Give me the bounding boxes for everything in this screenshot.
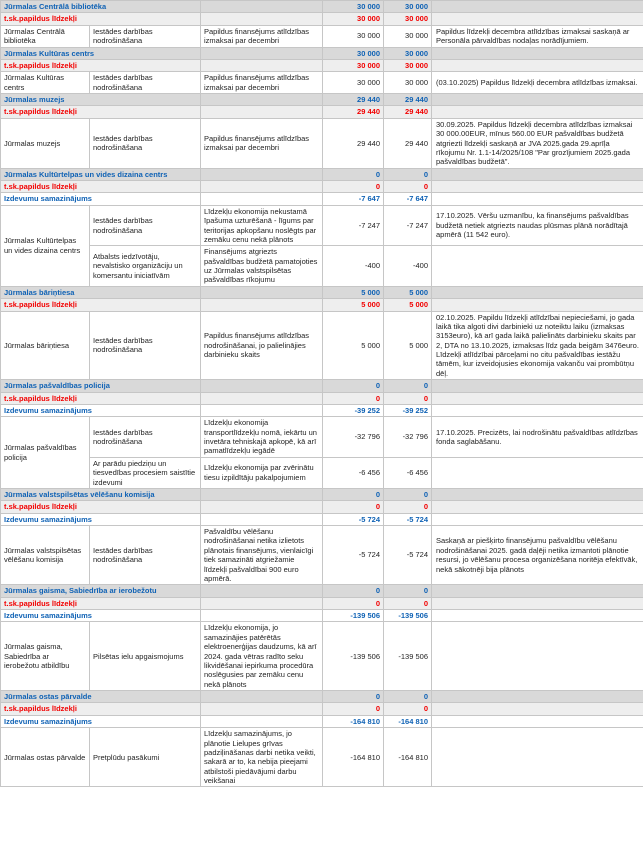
detail-row: [1, 25, 643, 47]
reduction-label-cell: Izdevumu samazinājums: [1, 193, 201, 205]
amount-col2-cell: 0: [384, 380, 432, 392]
empty-cell: [201, 94, 323, 106]
amount-col2-cell: -139 506: [384, 622, 432, 691]
program-cell: Pilsētas ielu apgaismojums: [90, 622, 201, 691]
amount-col1-cell: 0: [323, 181, 384, 193]
program-cell: Iestādes darbības nodrošināšana: [90, 311, 201, 380]
program-cell: Iestādes darbības nodrošināšana: [90, 25, 201, 47]
amount-col2-cell: -139 506: [384, 610, 432, 622]
empty-note-cell: [432, 106, 643, 118]
amount-col2-cell: 0: [384, 181, 432, 193]
program-cell: Iestādes darbības nodrošināšana: [90, 72, 201, 94]
empty-note-cell: [432, 193, 643, 205]
section-label-cell: Jūrmalas Kultūrtelpas un vides dizaina centrs: [1, 168, 201, 180]
tsk-label-cell: t.sk.papildus līdzekļi: [1, 59, 201, 71]
program-cell: Iestādes darbības nodrošināšana: [90, 205, 201, 246]
tsk-row: [1, 59, 643, 71]
section-label-cell: Jūrmalas pašvaldības policija: [1, 380, 201, 392]
amount-col1-cell: -7 247: [323, 205, 384, 246]
amount-col1-cell: -139 506: [323, 622, 384, 691]
amount-col1-cell: 0: [323, 501, 384, 513]
detail-row: [1, 526, 643, 585]
amount-col1-cell: 29 440: [323, 94, 384, 106]
amount-col2-cell: 0: [384, 168, 432, 180]
tsk-row: [1, 501, 643, 513]
reduction-row: [1, 610, 643, 622]
empty-cell: [201, 193, 323, 205]
amount-col1-cell: -6 456: [323, 457, 384, 488]
section-row: [1, 94, 643, 106]
empty-cell: [201, 13, 323, 25]
program-cell: Pretplūdu pasākumi: [90, 728, 201, 787]
empty-note-cell: [432, 597, 643, 609]
tsk-label-cell: t.sk.papildus līdzekļi: [1, 181, 201, 193]
section-row: [1, 168, 643, 180]
amount-col2-cell: 0: [384, 585, 432, 597]
amount-col2-cell: 30 000: [384, 47, 432, 59]
institution-cell: Jūrmalas bāriņtiesa: [1, 311, 90, 380]
section-row: [1, 47, 643, 59]
amount-col1-cell: 0: [323, 168, 384, 180]
amount-col2-cell: -5 724: [384, 513, 432, 525]
amount-col2-cell: 30 000: [384, 1, 432, 13]
amount-col1-cell: -7 647: [323, 193, 384, 205]
amount-col2-cell: -32 796: [384, 417, 432, 458]
empty-note-cell: [432, 715, 643, 727]
empty-cell: [201, 392, 323, 404]
institution-cell: Jūrmalas Centrālā bibliotēka: [1, 25, 90, 47]
tsk-label-cell: t.sk.papildus līdzekļi: [1, 501, 201, 513]
detail-row: [1, 205, 643, 246]
note-cell: [432, 728, 643, 787]
amount-col2-cell: 5 000: [384, 311, 432, 380]
description-cell: Papildus finansējums atlīdzības izmaksai par decembri: [201, 25, 323, 47]
amount-col2-cell: 0: [384, 501, 432, 513]
amount-col1-cell: 29 440: [323, 106, 384, 118]
detail-row: [1, 311, 643, 380]
empty-cell: [201, 106, 323, 118]
amount-col1-cell: 30 000: [323, 25, 384, 47]
tsk-row: [1, 703, 643, 715]
empty-cell: [201, 168, 323, 180]
detail-cont-row: [1, 246, 643, 287]
note-cell: 17.10.2025. Vēršu uzmanību, ka finansējums pašvaldības budžetā netiek atgriezts naudas plūsmas plānā norādītajā apmērā (11 542 euro).: [432, 205, 643, 246]
reduction-row: [1, 715, 643, 727]
section-label-cell: Jūrmalas muzejs: [1, 94, 201, 106]
tsk-label-cell: t.sk.papildus līdzekļi: [1, 703, 201, 715]
program-cell: Iestādes darbības nodrošināšana: [90, 118, 201, 168]
amount-col1-cell: 29 440: [323, 118, 384, 168]
amount-col2-cell: -39 252: [384, 404, 432, 416]
amount-col2-cell: 30 000: [384, 13, 432, 25]
amount-col1-cell: 0: [323, 392, 384, 404]
note-cell: (03.10.2025) Papildus līdzekļi decembra atlīdzības izmaksai.: [432, 72, 643, 94]
section-row: [1, 1, 643, 13]
amount-col2-cell: 29 440: [384, 94, 432, 106]
note-cell: [432, 246, 643, 287]
amount-col2-cell: 0: [384, 597, 432, 609]
empty-note-cell: [432, 168, 643, 180]
empty-cell: [201, 181, 323, 193]
amount-col1-cell: 30 000: [323, 1, 384, 13]
amount-col2-cell: 5 000: [384, 286, 432, 298]
tsk-row: [1, 181, 643, 193]
amount-col1-cell: 5 000: [323, 286, 384, 298]
amount-col1-cell: 0: [323, 380, 384, 392]
amount-col2-cell: -164 810: [384, 715, 432, 727]
empty-cell: [201, 1, 323, 13]
amount-col1-cell: -39 252: [323, 404, 384, 416]
description-cell: Līdzekļu ekonomija par zvērinātu tiesu izpildītāju pakalpojumiem: [201, 457, 323, 488]
empty-note-cell: [432, 610, 643, 622]
tsk-label-cell: t.sk.papildus līdzekļi: [1, 597, 201, 609]
amount-col1-cell: -400: [323, 246, 384, 287]
section-row: [1, 380, 643, 392]
empty-cell: [201, 488, 323, 500]
note-cell: Saskaņā ar piešķirto finansējumu pašvaldību vēlēšanu nodrošināšanai 2025. gadā daļēji netika izmantoti plānotie resursi, jo vēlēšanu procesa organizēšana noritēja efektīvāk, nekā sākotnēji bija plānots: [432, 526, 643, 585]
amount-col2-cell: -400: [384, 246, 432, 287]
note-cell: [432, 457, 643, 488]
section-label-cell: Jūrmalas bāriņtiesa: [1, 286, 201, 298]
empty-note-cell: [432, 299, 643, 311]
empty-note-cell: [432, 13, 643, 25]
reduction-label-cell: Izdevumu samazinājums: [1, 513, 201, 525]
section-label-cell: Jūrmalas ostas pārvalde: [1, 691, 201, 703]
detail-row: [1, 728, 643, 787]
description-cell: Līdzekļu ekonomija nekustamā īpašuma uzturēšanā - līgums par teritorijas apkopšanu noslēgts par zemāku cenu nekā plānots: [201, 205, 323, 246]
empty-cell: [201, 380, 323, 392]
section-row: [1, 488, 643, 500]
description-cell: Finansējums atgriezts pašvaldības budžetā pamatojoties uz Jūrmalas valstspilsētas pašvaldības rīkojumu: [201, 246, 323, 287]
empty-note-cell: [432, 488, 643, 500]
amount-col2-cell: -6 456: [384, 457, 432, 488]
note-cell: 02.10.2025. Papildu līdzekļi atlīdzībai nepieciešami, jo gada laikā tika algoti divi darbinieki uz noteiktu laiku (izmaksas 3153euro), kā arī gada laikā palielināts darbinieku skaits par 2, DTA no 13.10.2025, izmaksas līdz gada beigām 3476euro. Līdzekļi atlīdzībai pārceļami no citu pašvaldības iestāžu tāmēm, kur izveidojusies ekonomija vakanču vai prombūtņu dēļ.: [432, 311, 643, 380]
institution-cell: Jūrmalas gaisma, Sabiedrība ar ierobežotu atbildību: [1, 622, 90, 691]
institution-cell: Jūrmalas Kultūras centrs: [1, 72, 90, 94]
empty-note-cell: [432, 392, 643, 404]
program-cell: Iestādes darbības nodrošināšana: [90, 526, 201, 585]
amount-col1-cell: -5 724: [323, 513, 384, 525]
amount-col1-cell: -5 724: [323, 526, 384, 585]
reduction-row: [1, 513, 643, 525]
amount-col2-cell: 29 440: [384, 118, 432, 168]
empty-cell: [201, 691, 323, 703]
amount-col1-cell: 30 000: [323, 47, 384, 59]
empty-cell: [201, 597, 323, 609]
empty-note-cell: [432, 404, 643, 416]
reduction-row: [1, 193, 643, 205]
empty-cell: [201, 513, 323, 525]
program-cell: Iestādes darbības nodrošināšana: [90, 417, 201, 458]
empty-cell: [201, 703, 323, 715]
section-label-cell: Jūrmalas valstspilsētas vēlēšanu komisija: [1, 488, 201, 500]
reduction-row: [1, 404, 643, 416]
note-cell: 30.09.2025. Papildus līdzekļi decembra atlīdzības izmaksai 30 000.00EUR, mīnus 560.00 EUR pašvaldības budžetā atgriezti līdzekļi saskaņā ar JVA 2025.gada 29.aprīļa rīkojumu Nr. 1.1-14/2025/108 "Par grozījumiem 2025.gada pašvaldības budžetā".: [432, 118, 643, 168]
amount-col1-cell: 30 000: [323, 59, 384, 71]
empty-cell: [201, 299, 323, 311]
amount-col2-cell: -7 247: [384, 205, 432, 246]
amount-col1-cell: -164 810: [323, 728, 384, 787]
empty-note-cell: [432, 286, 643, 298]
note-cell: 17.10.2025. Precizēts, lai nodrošinātu pašvaldības atlīdzības fonda saglabāšanu.: [432, 417, 643, 458]
amount-col1-cell: 5 000: [323, 299, 384, 311]
detail-cont-row: [1, 457, 643, 488]
empty-note-cell: [432, 94, 643, 106]
amount-col2-cell: 30 000: [384, 72, 432, 94]
section-label-cell: Jūrmalas Centrālā bibliotēka: [1, 1, 201, 13]
amount-col2-cell: 0: [384, 392, 432, 404]
amount-col1-cell: 0: [323, 585, 384, 597]
amount-col2-cell: 30 000: [384, 59, 432, 71]
section-row: [1, 286, 643, 298]
empty-cell: [201, 501, 323, 513]
amount-col2-cell: 30 000: [384, 25, 432, 47]
institution-cell: Jūrmalas Kultūrtelpas un vides dizaina centrs: [1, 205, 90, 286]
empty-note-cell: [432, 703, 643, 715]
institution-cell: Jūrmalas muzejs: [1, 118, 90, 168]
empty-note-cell: [432, 691, 643, 703]
institution-cell: Jūrmalas ostas pārvalde: [1, 728, 90, 787]
section-row: [1, 585, 643, 597]
tsk-row: [1, 392, 643, 404]
empty-note-cell: [432, 47, 643, 59]
tsk-label-cell: t.sk.papildus līdzekļi: [1, 392, 201, 404]
amount-col2-cell: 5 000: [384, 299, 432, 311]
detail-row: [1, 417, 643, 458]
amount-col2-cell: 29 440: [384, 106, 432, 118]
reduction-label-cell: Izdevumu samazinājums: [1, 404, 201, 416]
institution-cell: Jūrmalas valstspilsētas vēlēšanu komisija: [1, 526, 90, 585]
empty-cell: [201, 286, 323, 298]
amount-col1-cell: 0: [323, 597, 384, 609]
section-label-cell: Jūrmalas Kultūras centrs: [1, 47, 201, 59]
empty-cell: [201, 47, 323, 59]
tsk-label-cell: t.sk.papildus līdzekļi: [1, 106, 201, 118]
amount-col1-cell: 30 000: [323, 72, 384, 94]
description-cell: Papildus finansējums atlīdzības izmaksai par decembri: [201, 118, 323, 168]
amount-col2-cell: 0: [384, 488, 432, 500]
detail-row: [1, 622, 643, 691]
amount-col1-cell: 0: [323, 691, 384, 703]
tsk-row: [1, 597, 643, 609]
description-cell: Līdzekļu samazinājums, jo plānotie Lielupes grīvas padziļināšanas darbi netika veikti, sakarā ar to, ka nebija pieejami atbilstoši piedāvājumi darbu veikšanai: [201, 728, 323, 787]
empty-note-cell: [432, 513, 643, 525]
empty-cell: [201, 715, 323, 727]
section-row: [1, 691, 643, 703]
amount-col2-cell: -164 810: [384, 728, 432, 787]
amount-col2-cell: -5 724: [384, 526, 432, 585]
description-cell: Pašvaldību vēlēšanu nodrošināšanai netika izlietots plānotais finansējums, vienlaicīgi tiek samazināti atgriežamie līdzekļi pašvaldībai 900 euro apmērā.: [201, 526, 323, 585]
empty-cell: [201, 585, 323, 597]
description-cell: Papildus finansējums atlīdzības nodrošināšanai, jo palielinājies darbinieku skaits: [201, 311, 323, 380]
empty-note-cell: [432, 59, 643, 71]
empty-note-cell: [432, 380, 643, 392]
empty-note-cell: [432, 181, 643, 193]
reduction-label-cell: Izdevumu samazinājums: [1, 715, 201, 727]
empty-note-cell: [432, 585, 643, 597]
amount-col1-cell: 0: [323, 703, 384, 715]
amount-col2-cell: 0: [384, 703, 432, 715]
amount-col2-cell: 0: [384, 691, 432, 703]
amount-col2-cell: -7 647: [384, 193, 432, 205]
reduction-label-cell: Izdevumu samazinājums: [1, 610, 201, 622]
tsk-row: [1, 299, 643, 311]
detail-row: [1, 118, 643, 168]
description-cell: Līdzekļu ekonomija transportlīdzekļu nomā, iekārtu un invetāra tehniskajā apkopē, kā arī pamatlīdzekļu iegādē: [201, 417, 323, 458]
institution-cell: Jūrmalas pašvaldības policija: [1, 417, 90, 489]
empty-note-cell: [432, 1, 643, 13]
program-cell: Ar parādu piedziņu un tiesvedības procesiem saistītie izdevumi: [90, 457, 201, 488]
amount-col1-cell: -164 810: [323, 715, 384, 727]
tsk-row: [1, 13, 643, 25]
empty-cell: [201, 404, 323, 416]
amount-col1-cell: 30 000: [323, 13, 384, 25]
section-label-cell: Jūrmalas gaisma, Sabiedrība ar ierobežotu: [1, 585, 201, 597]
empty-cell: [201, 59, 323, 71]
description-cell: Līdzekļu ekonomija, jo samazinājies patērētās elektroenerģijas daudzums, kā arī 2024. gada vētras radīto seku likvidēšanai iepirkuma procedūra noslēgusies par zemāku cenu nekā plānots: [201, 622, 323, 691]
empty-cell: [201, 610, 323, 622]
note-cell: Papildus līdzekļi decembra atlīdzības izmaksai saskaņā ar Personāla pārvaldības nodaļas norādījumiem.: [432, 25, 643, 47]
program-cell: Atbalsts iedzīvotāju, nevalstisko organizāciju un komersantu iniciatīvām: [90, 246, 201, 287]
tsk-row: [1, 106, 643, 118]
tsk-label-cell: t.sk.papildus līdzekļi: [1, 299, 201, 311]
amount-col1-cell: 0: [323, 488, 384, 500]
amount-col1-cell: -139 506: [323, 610, 384, 622]
amount-col1-cell: 5 000: [323, 311, 384, 380]
note-cell: [432, 622, 643, 691]
description-cell: Papildus finansējums atlīdzības izmaksai par decembri: [201, 72, 323, 94]
tsk-label-cell: t.sk.papildus līdzekļi: [1, 13, 201, 25]
empty-note-cell: [432, 501, 643, 513]
detail-row: [1, 72, 643, 94]
amount-col1-cell: -32 796: [323, 417, 384, 458]
budget-table-body: [1, 1, 643, 787]
